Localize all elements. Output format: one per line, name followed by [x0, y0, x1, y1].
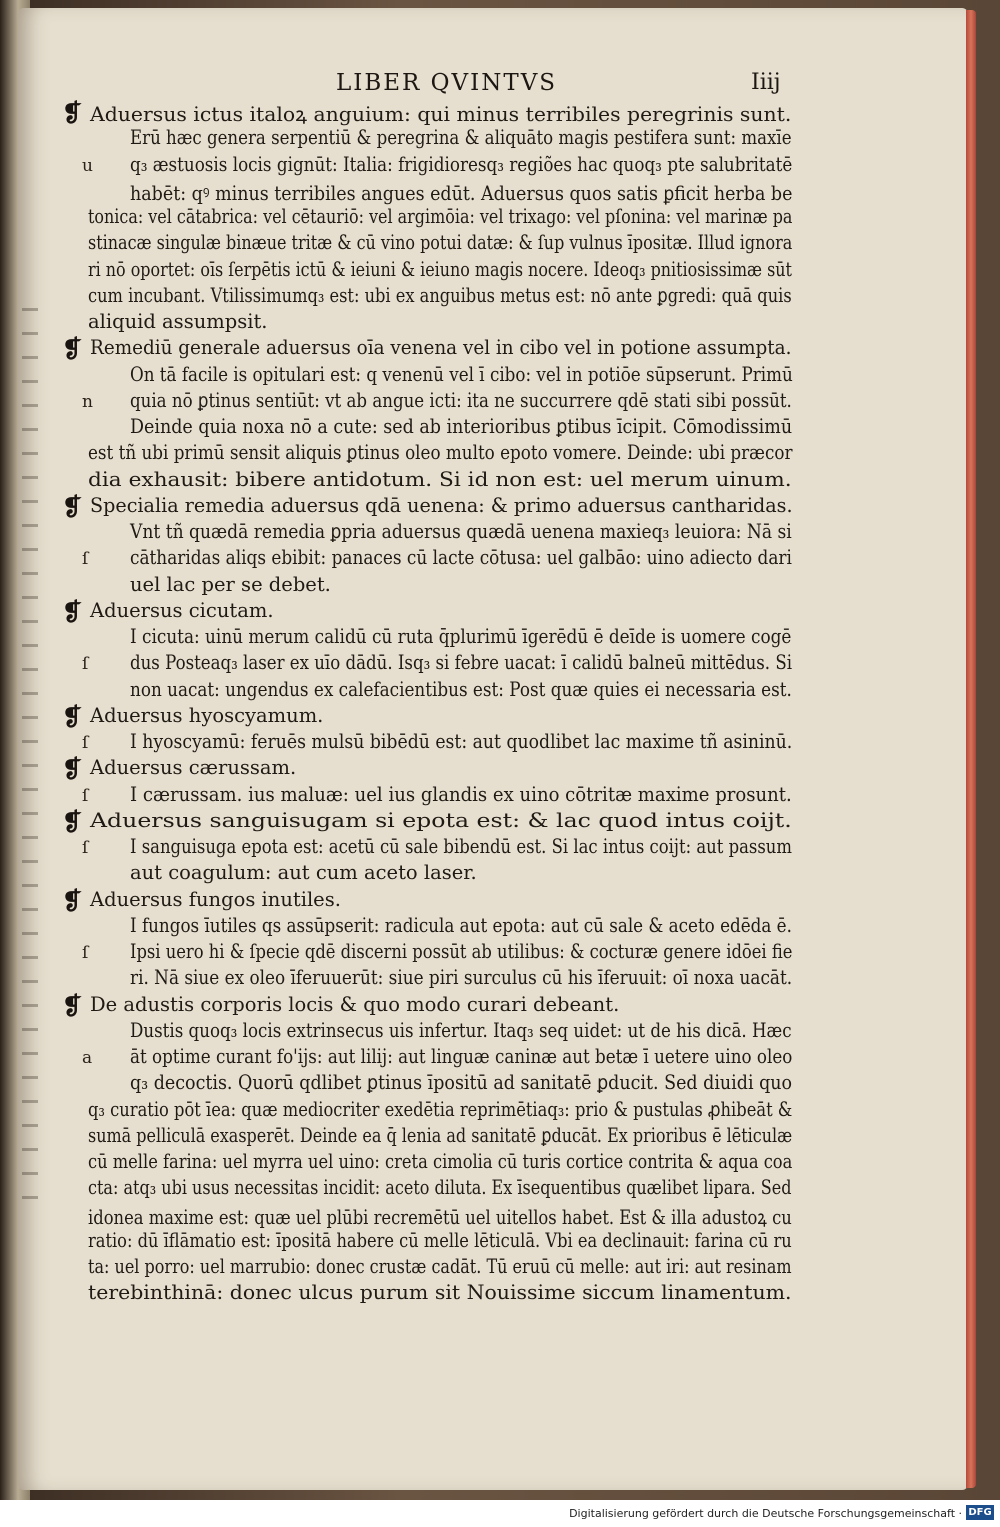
text-line: On tā facile is opitulari est: q venenū vel ī cibo: vel in potiōe sūpserunt. Primū — [130, 362, 793, 386]
dfg-logo: DFG — [966, 1505, 994, 1520]
paragraph-mark-icon: ❡ — [62, 754, 83, 784]
guide-letter: n — [82, 391, 93, 412]
guide-letter: ſ — [82, 654, 89, 675]
text-line: dia exhausit: bibere antidotum. Si id non est: uel merum uinum. — [88, 467, 792, 491]
text-line: cātharidas aliqs ebibit: panaces cū lacte cōtusa: uel galbāo: uino adiecto dari — [130, 546, 792, 570]
text-line: q₃ æstuosis locis gignūt: Italia: frigidioresq₃ regiões hac quoq₃ pte salubritatē — [130, 152, 793, 176]
paragraph-mark-icon: ❡ — [62, 990, 83, 1020]
section-heading: De adustis corporis locis & quo modo curari debeant. — [90, 992, 620, 1016]
text-line: I cærussam. ius maluæ: uel ius glandis ex uino cōtritæ maxime prosunt. — [130, 782, 792, 806]
text-line: Erū hæc genera serpentiū & peregrina & aliquāto magis pestifera sunt: maxīe — [130, 126, 792, 150]
text-line: ri nō oportet: oīs ſerpētis ictū & ieiuni & ieiuno magis nocere. Ideoq₃ pnitiosissimæ sūt — [88, 257, 792, 281]
bleed-through — [22, 308, 38, 1208]
section-heading: Aduersus cærussam. — [90, 756, 297, 780]
text-line: Dustis quoq₃ locis extrinsecus uis infertur. Itaq₃ seq uidet: ut de his dicā. Hæc — [130, 1018, 792, 1042]
guide-letter: u — [82, 155, 93, 176]
running-title: LIBER QVINTVS — [336, 70, 558, 96]
text-line: quia nō ꝑtinus sentiūt: vt ab angue icti: ita ne succurrere qdē stati sibi possūt. — [130, 388, 792, 412]
section-heading: Remediū generale aduersus oīa venena vel in cibo vel in potione assumpta. — [90, 336, 792, 360]
book-page — [18, 8, 968, 1490]
section-heading: Aduersus fungos inutiles. — [90, 887, 341, 911]
text-line: uel lac per se debet. — [130, 572, 331, 596]
text-line: I cicuta: uinū merum calidū cū ruta q̄plurimū īgerēdū ē deīde is uomere cogē — [130, 625, 792, 648]
text-line: I fungos īutiles qs assūpserit: radicula aut epota: aut cū sale & aceto edēda ē. — [130, 913, 792, 937]
text-line: idonea maxime est: quæ uel plūbi recremētū uel uitellos habet. Est & illa adustoꝝ cu — [88, 1205, 792, 1229]
text-line: habēt: qꝰ minus terribiles angues edūt. Aduersus quos satis ꝑficit herba be — [130, 181, 793, 205]
section-heading: Aduersus hyoscyamum. — [90, 703, 324, 727]
paragraph-mark-icon: ❡ — [62, 98, 83, 127]
text-line: I hyoscyamū: feruēs mulsū bibēdū est: aut quodlibet lac maxime tñ asininū. — [130, 730, 793, 753]
guide-letter: ſ — [82, 838, 89, 858]
text-line: q₃ decoctis. Quorū qdlibet ꝑtinus īpositū ad sanitatē ꝑducit. Sed diuidi quo — [130, 1071, 793, 1095]
text-line: Deinde quia noxa nō a cute: sed ab interioribus ꝑtibus īcipit. Cōmodissimū — [130, 415, 793, 438]
text-line: dus Posteaq₃ laser ex uīo dādū. Isq₃ si febre uacat: ī calidū balneū mittēdus. Si — [130, 651, 793, 675]
text-line: terebinthinā: donec ulcus purum sit Nouissime siccum linamentum. — [88, 1281, 792, 1305]
section-heading: Aduersus ictus italoꝝ anguium: qui minus terribiles peregrinis sunt. — [90, 103, 792, 126]
paragraph-mark-icon: ❡ — [62, 701, 83, 731]
folio-number: Iiij — [751, 70, 781, 95]
paragraph-mark-icon: ❡ — [62, 806, 83, 836]
text-line: cum incubant. Vtilissimumq₃ est: ubi ex anguibus metus est: nō ante ꝑgredi: quā quis — [88, 283, 792, 307]
footer-credit: Digitalisierung gefördert durch die Deutsche Forschungsgemeinschaft · — [569, 1507, 962, 1520]
section-heading: Aduersus sanguisugam si epota est: & lac quod intus coijt. — [90, 808, 792, 832]
guide-letter: ſ — [82, 943, 89, 963]
text-line: Vnt tñ quædā remedia ꝑpria aduersus quædā uenena maxieq₃ leuiora: Nā si — [130, 520, 792, 543]
section-heading: Specialia remedia aduersus qdā uenena: & primo aduersus cantharidas. — [90, 493, 793, 517]
text-line: ratio: dū īflāmatio est: īpositā habere cū melle lēticulā. Vbi ea declinauit: farina cū ru — [88, 1228, 792, 1252]
text-line: est tñ ubi primū sensit aliquis ꝑtinus oleo multo epoto vomere. Deinde: ubi præcor — [88, 441, 793, 465]
text-line: q₃ curatio pōt īea: quæ mediocriter exedētia reprimētiaq₃: prio & pustulas ꝓhibeāt & — [88, 1097, 793, 1121]
text-line: I sanguisuga epota est: acetū cū sale bibendū est. Si lac intus coijt: aut passum — [130, 835, 792, 858]
text-line: aliquid assumpsit. — [88, 310, 268, 333]
guide-letter: ſ — [82, 549, 89, 570]
paragraph-mark-icon: ❡ — [62, 334, 83, 364]
text-line: ta: uel porro: uel marrubio: donec crustæ cadāt. Tū eruū cū melle: aut iri: aut resinam — [88, 1255, 792, 1278]
text-line: sumā pelliculā exasperēt. Deinde ea q̄ lenia ad sanitatē ꝑducāt. Ex prioribus ē lēticulæ — [88, 1123, 793, 1147]
text-line: ri. Nā siue ex oleo īferuuerūt: siue piri surculus cū his īferuuit: oī noxa uacāt. — [130, 966, 793, 990]
text-line: aut coagulum: aut cum aceto laser. — [130, 861, 477, 885]
text-line: āt optime curant fo'ijs: aut lilij: aut linguæ caninæ aut betæ ī uetere uino oleo — [130, 1045, 793, 1068]
red-page-edge — [966, 10, 976, 1488]
text-line: stinacæ singulæ binæue tritæ & cū vino potui datæ: & ſup vulnus īpositæ. Illud ignora — [88, 231, 793, 255]
guide-letter: a — [82, 1048, 93, 1068]
text-line: tonica: vel cātabrica: vel cētauriō: vel argimōia: vel trixago: vel pſonina: vel marinæ pa — [88, 205, 793, 228]
paragraph-mark-icon: ❡ — [62, 885, 83, 915]
text-line: Ipsi uero hi & ſpecie qdē discerni possūt ab utilibus: & cocturæ genere idōei fie — [130, 940, 793, 963]
paragraph-mark-icon: ❡ — [62, 491, 83, 521]
text-line: cta: atq₃ ubi usus necessitas incidit: aceto diluta. Ex īsequentibus quælibet lipara. Sed — [88, 1176, 792, 1200]
guide-letter: ſ — [82, 785, 89, 806]
footer-bar — [0, 1500, 1000, 1527]
text-line: cū melle farina: uel myrra uel uino: creta cimolia cū turis cortice contrita & aqua coa — [88, 1150, 793, 1173]
guide-letter: ſ — [82, 733, 89, 753]
text-line: non uacat: ungendus ex calefacientibus est: Post quæ quies ei necessaria est. — [130, 677, 792, 701]
section-heading: Aduersus cicutam. — [90, 598, 274, 622]
paragraph-mark-icon: ❡ — [62, 596, 83, 626]
